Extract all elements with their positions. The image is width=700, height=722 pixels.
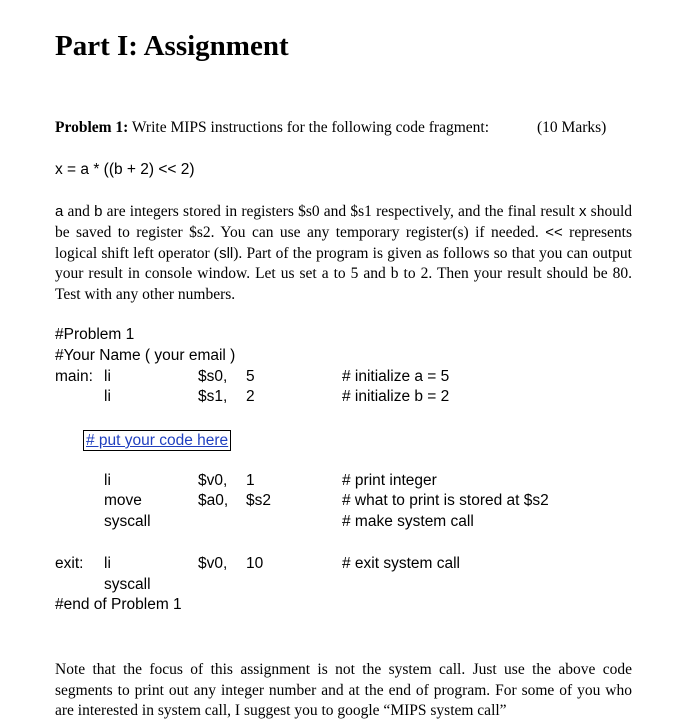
code-li3-op: li — [104, 472, 111, 489]
var-x: x — [578, 203, 587, 220]
code-li1-val: 5 — [246, 368, 255, 385]
code-li2-val: 2 — [246, 388, 255, 405]
code-li1-reg: $s0, — [198, 368, 228, 385]
var-b: b — [94, 203, 103, 220]
problem-label: Problem 1: — [55, 119, 129, 136]
code-move-op: move — [104, 492, 142, 509]
code-li4-val: 10 — [246, 555, 264, 572]
code-li4-reg: $v0, — [198, 555, 228, 572]
sll-operator: sll — [219, 244, 234, 262]
problem-marks: (10 Marks) — [537, 119, 607, 136]
code-placeholder: # put your code here — [83, 430, 231, 451]
code-end-comment: #end of Problem 1 — [55, 596, 182, 613]
code-li1-comment: # initialize a = 5 — [342, 368, 450, 385]
paragraph-text-2: are integers stored in registers $s0 and $s1 respectively, and the final result — [102, 203, 579, 220]
paragraph-text-3: should be saved to register $s2. You can use any temporary register(s) if needed. — [55, 203, 633, 241]
code-main-label: main: — [55, 368, 93, 385]
code-move-val: $s2 — [246, 492, 271, 509]
code-li4-comment: # exit system call — [342, 555, 461, 572]
description-paragraph — [55, 202, 632, 306]
code-syscall-2: syscall — [104, 576, 151, 593]
note-paragraph: Note that the focus of this assignment is not the system call. Just use the above code segments to print out any integer number and at the end of program. For some of you who are interested in system call, I suggest you to google “MIPS system call” — [55, 661, 632, 719]
paragraph-text-1: and — [63, 203, 95, 220]
code-li4-op: li — [104, 555, 111, 572]
code-li2-op: li — [104, 388, 111, 405]
code-li3-val: 1 — [246, 472, 255, 489]
paragraph-text-4: represents logical shift left operator ( — [55, 223, 632, 262]
code-li3-comment: # print integer — [342, 472, 437, 489]
problem-statement — [55, 119, 489, 137]
code-comment-name: #Your Name ( your email ) — [55, 347, 236, 364]
paragraph-text-5: ). Part of the program is given as follows so that you can output your result in console window. Let us set a to 5 and b to 2. Then your result should be 80. Test with any other numbers. — [55, 244, 632, 304]
code-syscall-1-comment: # make system call — [342, 513, 474, 530]
code-li2-comment: # initialize b = 2 — [342, 388, 450, 405]
code-syscall-1: syscall — [104, 513, 151, 530]
code-comment-problem: #Problem 1 — [55, 326, 135, 343]
code-exit-label: exit: — [55, 555, 84, 572]
expression: x = a * ((b + 2) << 2) — [55, 161, 195, 178]
page-title: Part I: Assignment — [55, 30, 289, 62]
code-move-comment: # what to print is stored at $s2 — [342, 492, 549, 509]
problem-text: Write MIPS instructions for the following code fragment: — [128, 119, 490, 136]
code-li1-op: li — [104, 368, 111, 385]
code-move-reg: $a0, — [198, 492, 229, 509]
var-a: a — [55, 203, 64, 220]
code-li3-reg: $v0, — [198, 472, 228, 489]
code-li2-reg: $s1, — [198, 388, 228, 405]
shift-operator: << — [545, 223, 563, 241]
